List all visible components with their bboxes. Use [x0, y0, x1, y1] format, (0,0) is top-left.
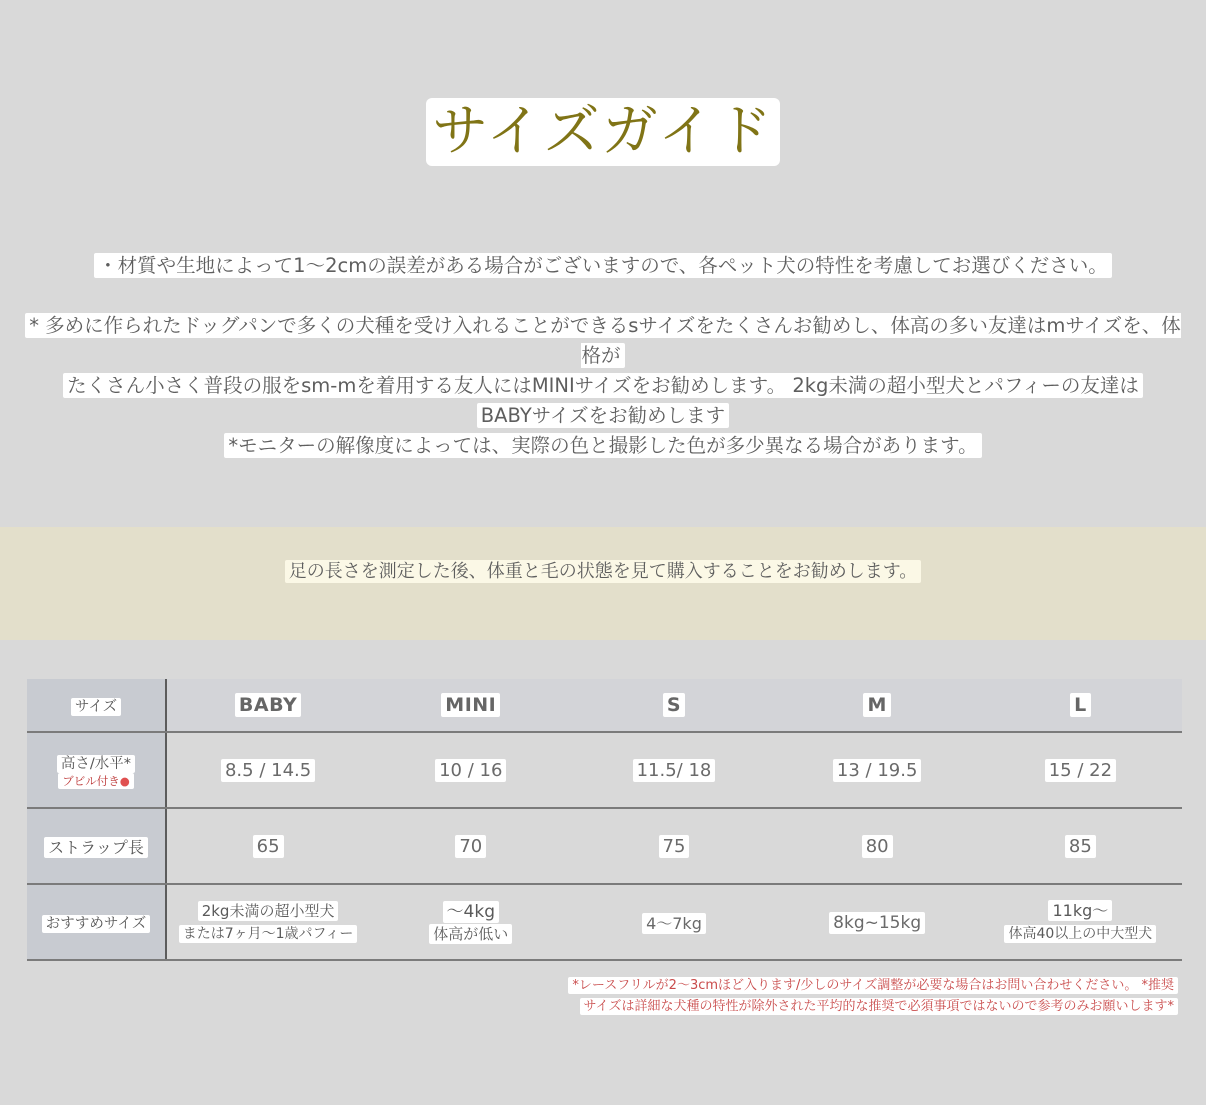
page-title: サイズガイド [426, 98, 780, 166]
footnote-line-1: *レースフリルが2〜3cmほど入ります/少しのサイズ調整が必要な場合はお問い合わせください。 *推奨 [568, 977, 1178, 994]
note-monitor-color [0, 430, 1206, 458]
rec-mini: 〜4kg 体高が低い [369, 884, 572, 960]
note-line-1: * 多めに作られたドッグパンで多くの犬種を受け入れることができるsサイズをたくさんお勧めし、体高の多い友達はmサイズを、体格が [25, 313, 1181, 368]
note-material-tolerance-text: ・材質や生地によって1〜2cmの誤差がある場合がございますので、各ペット犬の特性を考慮してお選びください。 [94, 253, 1112, 278]
table-header-row [27, 679, 1182, 732]
size-col-s: S [572, 679, 775, 732]
row-label-strap: ストラップ長 [27, 808, 166, 884]
strap-m: 80 [776, 808, 979, 884]
row-label-height-sub: ブビル付き● [58, 773, 134, 789]
rec-m: 8kg~15kg [776, 884, 979, 960]
strap-baby: 65 [166, 808, 369, 884]
measurement-band [0, 527, 1206, 640]
header-size-label: サイズ [27, 679, 166, 732]
height-m: 13 / 19.5 [776, 732, 979, 808]
title-wrap [0, 98, 1206, 166]
measurement-advice-text: 足の長さを測定した後、体重と毛の状態を見て購入することをお勧めします。 [285, 560, 922, 583]
table-row-height [27, 732, 1182, 808]
height-l: 15 / 22 [979, 732, 1182, 808]
size-col-mini: MINI [369, 679, 572, 732]
footnote [568, 975, 1178, 1017]
note-monitor-color-text: *モニターの解像度によっては、実際の色と撮影した色が多少異なる場合があります。 [224, 433, 981, 458]
note-size-recommendation [0, 311, 1206, 431]
table-row-strap [27, 808, 1182, 884]
footnote-line-2: サイズは詳細な犬種の特性が除外された平均的な推奨で必須事項ではないので参考のみお願いします* [580, 998, 1178, 1015]
rec-l: 11kg〜 体高40以上の中大型犬 [979, 884, 1182, 960]
strap-l: 85 [979, 808, 1182, 884]
size-col-baby: BABY [166, 679, 369, 732]
rec-baby: 2kg未満の超小型犬 または7ヶ月〜1歳パフィー [166, 884, 369, 960]
row-label-recommended: おすすめサイズ [27, 884, 166, 960]
note-material-tolerance [0, 250, 1206, 278]
height-s: 11.5/ 18 [572, 732, 775, 808]
size-col-l: L [979, 679, 1182, 732]
table-row-recommended [27, 884, 1182, 960]
rec-s: 4〜7kg [572, 884, 775, 960]
strap-s: 75 [572, 808, 775, 884]
measurement-advice [0, 557, 1206, 583]
note-line-3: BABYサイズをお勧めします [477, 403, 729, 428]
note-line-2: たくさん小さく普段の服をsm-mを着用する友人にはMINIサイズをお勧めします。 2kg未満の超小型犬とパフィーの友達は [63, 373, 1143, 398]
height-baby: 8.5 / 14.5 [166, 732, 369, 808]
size-table [27, 679, 1182, 961]
row-label-height: 高さ/水平* ブビル付き● [27, 732, 166, 808]
height-mini: 10 / 16 [369, 732, 572, 808]
strap-mini: 70 [369, 808, 572, 884]
size-col-m: M [776, 679, 979, 732]
